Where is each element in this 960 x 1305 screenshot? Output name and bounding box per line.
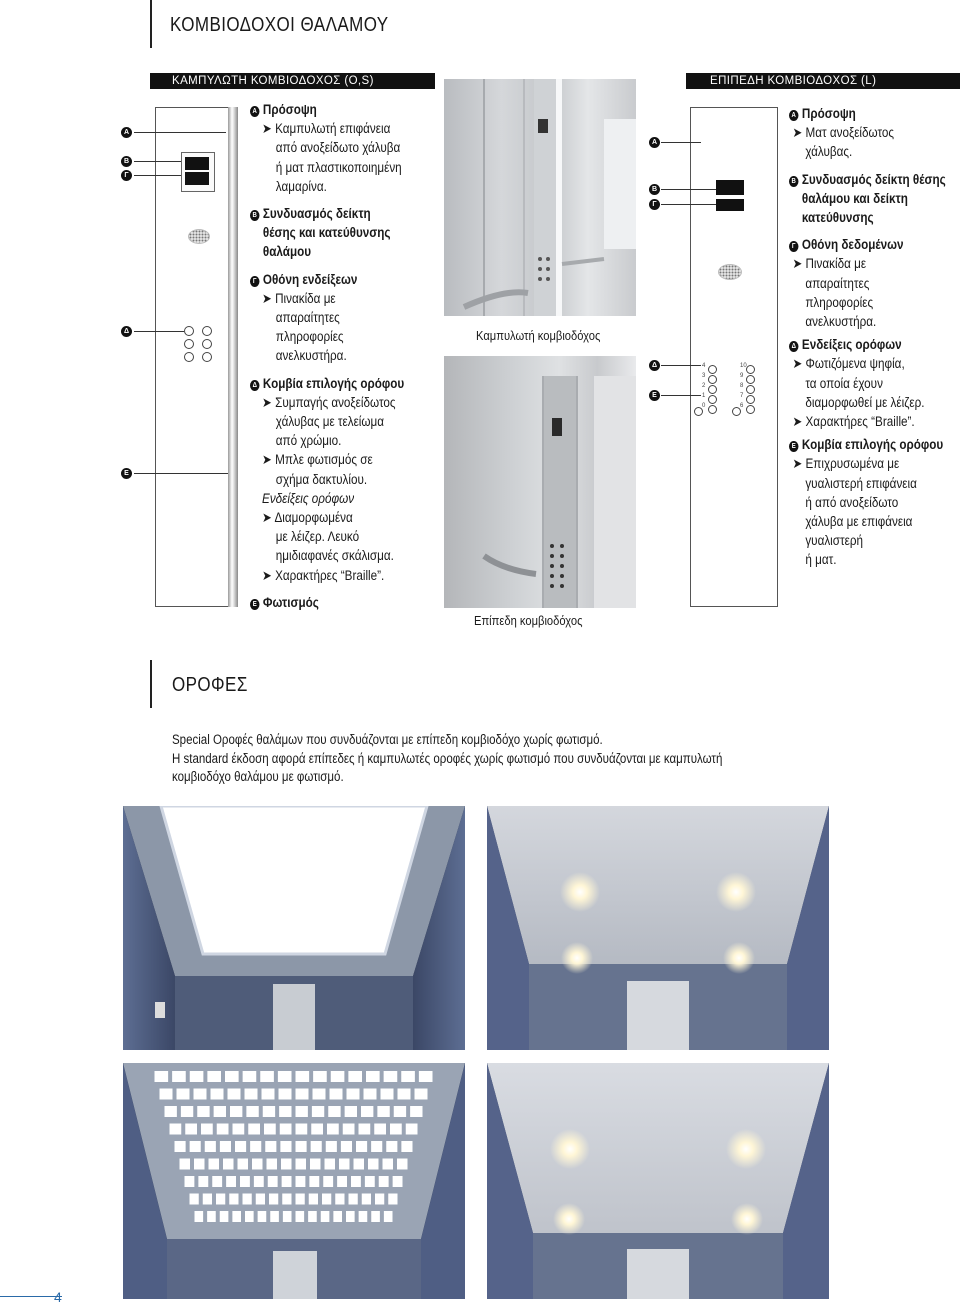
- ceiling-light-cell: [278, 1071, 292, 1082]
- ceiling-light-cell: [177, 1089, 190, 1100]
- ceiling-light-cell: [339, 1159, 350, 1170]
- ceiling-photo-light-panel-art: [123, 806, 465, 1050]
- badge-b: Β: [789, 176, 798, 187]
- ceiling-light-cell: [296, 1141, 307, 1152]
- ceiling-light-cell: [201, 1124, 213, 1135]
- ceiling-light-cell: [341, 1141, 352, 1152]
- ceiling-light-cell: [248, 1124, 260, 1135]
- curved-panel-photo: [444, 79, 636, 316]
- ceiling-light-cell: [214, 1106, 226, 1117]
- ceiling-light-cell: [190, 1141, 201, 1152]
- ceiling-light-cell: [394, 1106, 406, 1117]
- ceiling-light-cell: [349, 1194, 358, 1205]
- ceiling-light-cell: [262, 1089, 275, 1100]
- leader-c: [661, 204, 716, 205]
- leader-d: [134, 331, 184, 332]
- ceiling-light-cell: [309, 1194, 318, 1205]
- ceiling-light-cell: [327, 1124, 339, 1135]
- marker-e: Ε: [121, 468, 132, 479]
- ceiling-light-cell: [364, 1089, 377, 1100]
- ceiling-light-cell: [366, 1071, 380, 1082]
- ceiling-photo-spotlights-art: [487, 806, 829, 1050]
- marker-d: Δ: [649, 360, 660, 371]
- leader-d: [661, 365, 701, 366]
- ceilings-title: ΟΡΟΦΕΣ: [172, 674, 248, 696]
- floor-button[interactable]: [746, 395, 755, 404]
- leader-e: [134, 473, 228, 474]
- badge-a: Α: [250, 106, 259, 117]
- ceiling-light-cell: [335, 1194, 344, 1205]
- caption-curved-panel: Καμπυλωτή κομβιοδόχος: [476, 328, 601, 343]
- ceiling-light-cell: [393, 1176, 403, 1187]
- ceiling-light-cell: [270, 1211, 279, 1222]
- flat-panel-header: ΕΠΙΠΕΔΗ ΚΟΜΒΙΟΔΟΧΟΣ (L): [686, 73, 960, 89]
- page-number: 4: [54, 1289, 62, 1305]
- ceiling-light-cell: [309, 1176, 319, 1187]
- marker-a: Α: [649, 137, 660, 148]
- ceiling-light-cell: [212, 1176, 222, 1187]
- floor-digit: 8: [740, 383, 744, 389]
- floor-button[interactable]: [202, 339, 212, 349]
- curved-panel-header: ΚΑΜΠΥΛΩΤΗ ΚΟΜΒΙΟΔΟΧΟΣ (O,S): [150, 73, 435, 89]
- ceiling-light-cell: [198, 1176, 208, 1187]
- ceilings-rule: [150, 660, 152, 708]
- curved-panel-description: Α Πρόσοψη ➤ Καμπυλωτή επιφάνεια από ανοξείδωτο χάλυβα ή ματ πλαστικοποιημένη λαμαρίνα. Β Συνδυασμός δείκτη θέσης και κατεύθυνσης θαλάμου Γ Οθόνη ενδείξεων ➤ Πινακίδα με απαραίτητες πληροφορίες ανελκυστήρα. Δ Κομβία επιλογής ορόφου ➤ Συμπαγής ανοξείδωτος χάλυβας με τελείωμα από χρώμιο. ➤ Μπλε φωτισμός σε σχήμα δακτυλίου. Ενδείξεις ορόφων ➤ Διαμορφωμένα με λέιζερ. Λευκό ημιδιαφανές σκάλισμα. ➤ Χαρακτήρες “Braille”. Ε Φωτισμός: [250, 100, 404, 612]
- ceiling-light-cell: [325, 1159, 336, 1170]
- ceiling-light-cell: [265, 1141, 276, 1152]
- ceiling-photo-light-grid: [123, 1063, 465, 1299]
- badge-c: Γ: [250, 276, 259, 287]
- floor-button[interactable]: [708, 405, 717, 414]
- ceiling-light-cell: [256, 1194, 265, 1205]
- flat-panel-description: Α Πρόσοψη ➤ Ματ ανοξείδωτος χάλυβας. Β Συνδυασμός δείκτη θέσης θαλάμου και δείκτη κατεύθυνσης Γ Οθόνη δεδομένων ➤ Πινακίδα με απαραίτητες πληροφορίες ανελκυστήρα. Δ Ενδείξεις ορόφων ➤ Φωτιζόμενα ψηφία, τα οποία έχουν διαμορφωθεί με λέιζερ. ➤ Χαρακτήρες “Braille”. Ε Κομβία επιλογής ορόφου ➤ Επιχρυσωμένα με γυαλιστερή επιφάνεια ή από ανοξείδωτο χάλυβα με επιφάνεια γυαλιστερή ή ματ.: [789, 104, 946, 570]
- leader-a: [661, 142, 701, 143]
- ceiling-light-cell: [280, 1124, 292, 1135]
- ceiling-light-cell: [406, 1124, 418, 1135]
- ceiling-light-cell: [282, 1194, 291, 1205]
- speaker-grille: [718, 264, 742, 280]
- ceiling-light-cell: [401, 1141, 412, 1152]
- ceiling-light-cell: [397, 1159, 408, 1170]
- ceiling-light-cell: [346, 1211, 355, 1222]
- marker-c: Γ: [121, 170, 132, 181]
- marker-e: Ε: [649, 390, 660, 401]
- floor-button[interactable]: [708, 385, 717, 394]
- ceiling-light-cell: [351, 1176, 361, 1187]
- title-rule: [150, 0, 152, 48]
- marker-d: Δ: [121, 326, 132, 337]
- badge-e: Ε: [250, 599, 259, 610]
- floor-digit: 1: [702, 393, 706, 399]
- floor-digit: 6: [740, 403, 744, 409]
- ceiling-light-cell: [268, 1176, 278, 1187]
- leader-b: [134, 161, 184, 162]
- ceiling-light-cell: [180, 1159, 191, 1170]
- ceiling-light-cell: [233, 1124, 245, 1135]
- ceiling-light-cell: [195, 1211, 204, 1222]
- ceiling-light-cell: [209, 1159, 220, 1170]
- marker-a: Α: [121, 127, 132, 138]
- ceiling-light-cell: [190, 1194, 199, 1205]
- leader-e: [661, 395, 701, 396]
- page-title: ΚΟΜΒΙΟΔΟΧΟΙ ΘΑΛΑΜΟΥ: [170, 14, 389, 36]
- ceiling-light-cell: [172, 1071, 186, 1082]
- floor-button[interactable]: [202, 352, 212, 362]
- ceiling-light-cell: [371, 1141, 382, 1152]
- ceiling-light-cell: [365, 1176, 375, 1187]
- leader-c: [134, 175, 184, 176]
- speaker-grille: [188, 229, 210, 244]
- ceiling-light-cell: [401, 1071, 415, 1082]
- ceiling-light-cell: [238, 1159, 249, 1170]
- ceiling-light-cell: [354, 1159, 365, 1170]
- ceiling-light-cell: [225, 1071, 239, 1082]
- flat-panel-photo: [444, 356, 636, 608]
- ceiling-light-cell: [337, 1176, 347, 1187]
- ceiling-light-cell: [361, 1106, 373, 1117]
- ceiling-light-cell: [333, 1211, 342, 1222]
- ceiling-light-cell: [296, 1106, 308, 1117]
- ceiling-photo-spotlights-2: [487, 1063, 829, 1299]
- ceiling-light-cell: [282, 1176, 292, 1187]
- ceiling-light-cell: [328, 1106, 340, 1117]
- ceiling-light-cell: [197, 1106, 209, 1117]
- position-display: [716, 180, 744, 195]
- ceiling-light-cell: [185, 1176, 195, 1187]
- ceiling-light-cell: [230, 1106, 242, 1117]
- ceiling-light-cell: [226, 1176, 236, 1187]
- marker-b: Β: [121, 156, 132, 167]
- ceilings-text: Special Οροφές θαλάμων που συνδυάζονται με επίπεδη κομβιοδόχο χωρίς φωτισμό. Η standard έκδοση αφορά επίπεδες ή καμπυλωτές οροφές χωρίς φωτισμό που συνδυάζονται με καμπυλωτή κομβιοδόχο θαλάμου με φωτισμό.: [172, 732, 723, 784]
- ceiling-photo-spotlights-2-art: [487, 1063, 829, 1299]
- floor-button[interactable]: [694, 407, 703, 416]
- ceiling-light-cell: [269, 1194, 278, 1205]
- ceiling-light-cell: [211, 1089, 224, 1100]
- ceiling-light-cell: [263, 1106, 275, 1117]
- ceiling-light-cell: [312, 1106, 324, 1117]
- floor-button[interactable]: [708, 395, 717, 404]
- ceiling-light-cell: [384, 1211, 393, 1222]
- ceiling-light-cell: [311, 1141, 322, 1152]
- ceiling-light-cell: [283, 1211, 292, 1222]
- marker-b: Β: [649, 184, 660, 195]
- ceiling-light-cell: [348, 1071, 362, 1082]
- ceiling-light-cell: [232, 1211, 241, 1222]
- ceiling-light-cell: [279, 1106, 291, 1117]
- ceiling-light-cell: [310, 1159, 321, 1170]
- marker-c: Γ: [649, 199, 660, 210]
- ceiling-light-cell: [223, 1159, 234, 1170]
- ceiling-light-cell: [359, 1124, 371, 1135]
- ceiling-light-cell: [313, 1071, 327, 1082]
- leader-a: [134, 132, 226, 133]
- ceiling-light-cell: [190, 1071, 204, 1082]
- ceiling-light-cell: [330, 1089, 343, 1100]
- ceiling-light-cell: [203, 1194, 212, 1205]
- ceiling-light-cell: [296, 1071, 310, 1082]
- ceiling-light-cell: [170, 1124, 182, 1135]
- ceiling-light-cell: [410, 1106, 422, 1117]
- badge-d: Δ: [789, 341, 798, 352]
- ceiling-light-cell: [343, 1124, 355, 1135]
- badge-a: Α: [789, 110, 798, 121]
- ceiling-light-cell: [362, 1194, 371, 1205]
- ceiling-photo-light-grid-art: [123, 1063, 465, 1299]
- ceiling-light-cell: [250, 1141, 261, 1152]
- ceiling-light-cell: [323, 1176, 333, 1187]
- ceiling-light-cell: [216, 1194, 225, 1205]
- caption-flat-panel: Επίπεδη κομβιοδόχος: [474, 613, 583, 628]
- ceiling-light-cell: [160, 1089, 173, 1100]
- ceiling-light-cell: [296, 1089, 309, 1100]
- ceiling-light-cell: [246, 1106, 258, 1117]
- ceiling-light-cell: [258, 1211, 267, 1222]
- ceiling-light-cell: [207, 1211, 216, 1222]
- ceiling-light-cell: [375, 1194, 384, 1205]
- ceiling-light-cell: [194, 1089, 207, 1100]
- floor-button[interactable]: [202, 326, 212, 336]
- floor-digit: 0: [702, 403, 706, 409]
- ceiling-light-cell: [368, 1159, 379, 1170]
- ceiling-light-cell: [281, 1159, 292, 1170]
- ceiling-light-cell: [377, 1106, 389, 1117]
- ceiling-light-cell: [386, 1141, 397, 1152]
- ceiling-light-cell: [359, 1211, 368, 1222]
- ceiling-light-cell: [415, 1089, 428, 1100]
- ceiling-light-cell: [347, 1089, 360, 1100]
- ceiling-light-cell: [383, 1159, 394, 1170]
- ceiling-light-cell: [194, 1159, 205, 1170]
- ceiling-light-cell: [322, 1194, 331, 1205]
- ceiling-light-cell: [220, 1211, 229, 1222]
- ceiling-light-cell: [296, 1124, 308, 1135]
- floor-digit: 9: [740, 373, 744, 379]
- ceiling-light-cell: [254, 1176, 264, 1187]
- ceiling-light-cell: [279, 1089, 292, 1100]
- ceiling-light-cell: [207, 1071, 221, 1082]
- ceiling-light-cell: [181, 1106, 193, 1117]
- position-display: [185, 157, 209, 170]
- ceiling-light-cell: [220, 1141, 231, 1152]
- ceiling-light-cell: [165, 1106, 177, 1117]
- ceiling-light-cell: [388, 1194, 397, 1205]
- floor-digit: 4: [702, 363, 706, 369]
- direction-display: [716, 199, 744, 211]
- ceiling-light-cell: [205, 1141, 216, 1152]
- ceiling-light-cell: [252, 1159, 263, 1170]
- direction-display: [185, 172, 209, 185]
- ceiling-light-cell: [374, 1124, 386, 1135]
- floor-button[interactable]: [184, 352, 194, 362]
- ceiling-light-cell: [356, 1141, 367, 1152]
- ceiling-light-cell: [381, 1089, 394, 1100]
- floor-button[interactable]: [732, 407, 741, 416]
- badge-d: Δ: [250, 380, 259, 391]
- ceiling-light-cell: [384, 1071, 398, 1082]
- ceiling-light-cell: [296, 1176, 306, 1187]
- ceiling-light-cell: [311, 1124, 323, 1135]
- floor-button[interactable]: [746, 365, 755, 374]
- floor-button[interactable]: [746, 385, 755, 394]
- badge-e: Ε: [789, 441, 798, 452]
- ceiling-light-cell: [264, 1124, 276, 1135]
- ceiling-light-cell: [245, 1211, 254, 1222]
- ceiling-light-cell: [260, 1071, 274, 1082]
- badge-b: Β: [250, 210, 259, 221]
- ceiling-light-cell: [235, 1141, 246, 1152]
- ceiling-light-cell: [245, 1089, 258, 1100]
- ceiling-light-cell: [379, 1176, 389, 1187]
- floor-digit: 2: [702, 383, 706, 389]
- floor-button[interactable]: [746, 375, 755, 384]
- floor-button[interactable]: [708, 375, 717, 384]
- ceiling-light-cell: [243, 1071, 257, 1082]
- ceiling-light-cell: [228, 1089, 241, 1100]
- ceiling-light-cell: [243, 1194, 252, 1205]
- floor-digit: 10: [740, 363, 747, 369]
- ceiling-light-cell: [296, 1159, 307, 1170]
- ceiling-light-cell: [296, 1194, 305, 1205]
- ceiling-light-cell: [240, 1176, 250, 1187]
- ceiling-light-cell: [398, 1089, 411, 1100]
- leader-b: [661, 189, 716, 190]
- floor-digit: 3: [702, 373, 706, 379]
- ceiling-photo-light-panel: [123, 806, 465, 1050]
- ceiling-light-cell: [229, 1194, 238, 1205]
- curved-panel-light-strip: [228, 107, 238, 607]
- floor-button[interactable]: [708, 365, 717, 374]
- ceiling-light-cell: [419, 1071, 433, 1082]
- footer-rule: [0, 1296, 62, 1297]
- ceiling-light-cell: [185, 1124, 197, 1135]
- floor-digit: 7: [740, 393, 744, 399]
- ceiling-light-cell: [267, 1159, 278, 1170]
- floor-button[interactable]: [184, 339, 194, 349]
- ceiling-light-cell: [371, 1211, 380, 1222]
- floor-button[interactable]: [184, 326, 194, 336]
- ceiling-light-cell: [296, 1211, 305, 1222]
- ceiling-light-cell: [308, 1211, 317, 1222]
- ceiling-light-cell: [345, 1106, 357, 1117]
- ceiling-light-cell: [217, 1124, 229, 1135]
- ceiling-light-cell: [390, 1124, 402, 1135]
- ceiling-light-cell: [175, 1141, 186, 1152]
- ceiling-light-cell: [331, 1071, 345, 1082]
- ceiling-light-cell: [155, 1071, 169, 1082]
- ceiling-light-cell: [313, 1089, 326, 1100]
- floor-button[interactable]: [746, 405, 755, 414]
- ceiling-light-cell: [280, 1141, 291, 1152]
- ceiling-light-cell: [326, 1141, 337, 1152]
- ceiling-photo-spotlights: [487, 806, 829, 1050]
- flat-panel-photo-art: [444, 356, 636, 608]
- badge-c: Γ: [789, 241, 798, 252]
- ceiling-light-cell: [321, 1211, 330, 1222]
- curved-panel-photo-art: [444, 79, 636, 316]
